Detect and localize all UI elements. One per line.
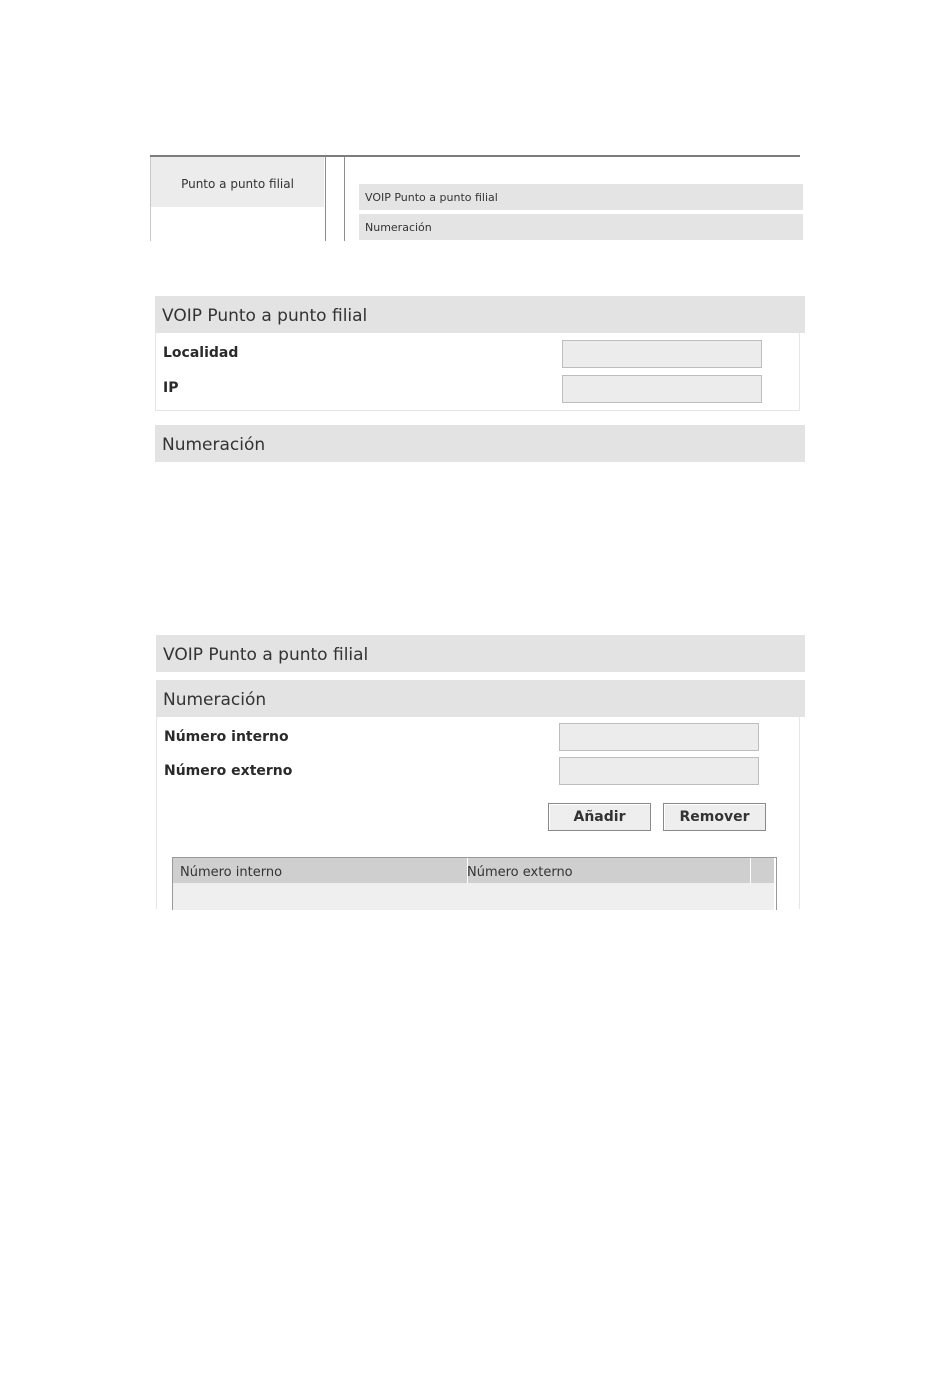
voip-panel-body <box>155 333 800 411</box>
remove-button[interactable]: Remover <box>663 803 766 831</box>
column-header-numero-interno[interactable]: Número interno <box>173 858 468 883</box>
numero-interno-input[interactable] <box>559 723 759 751</box>
column-header-numero-externo[interactable]: Número externo <box>460 858 751 883</box>
nav-separator <box>344 157 345 241</box>
numeracion-panel-header-2[interactable]: Numeración <box>156 680 805 717</box>
add-button[interactable]: Añadir <box>548 803 651 831</box>
localidad-label: Localidad <box>163 345 239 361</box>
table-body <box>173 883 774 910</box>
ip-label: IP <box>163 380 179 396</box>
nav-left-column <box>150 157 326 241</box>
localidad-input[interactable] <box>562 340 762 368</box>
numeration-table <box>172 857 777 910</box>
navigation-fragment <box>150 155 800 241</box>
ip-input[interactable] <box>562 375 762 403</box>
voip-panel-header-2[interactable]: VOIP Punto a punto filial <box>156 635 805 672</box>
nav-item-punto-a-punto-filial[interactable]: Punto a punto filial <box>151 157 324 207</box>
numero-externo-label: Número externo <box>164 763 293 779</box>
table-header <box>173 858 774 883</box>
menu-item-numeracion[interactable]: Numeración <box>359 214 803 240</box>
menu-item-voip-punto-a-punto[interactable]: VOIP Punto a punto filial <box>359 184 803 210</box>
numero-externo-input[interactable] <box>559 757 759 785</box>
numero-interno-label: Número interno <box>164 729 289 745</box>
voip-panel-header[interactable]: VOIP Punto a punto filial <box>155 296 805 333</box>
numeracion-panel-header[interactable]: Numeración <box>155 425 805 462</box>
